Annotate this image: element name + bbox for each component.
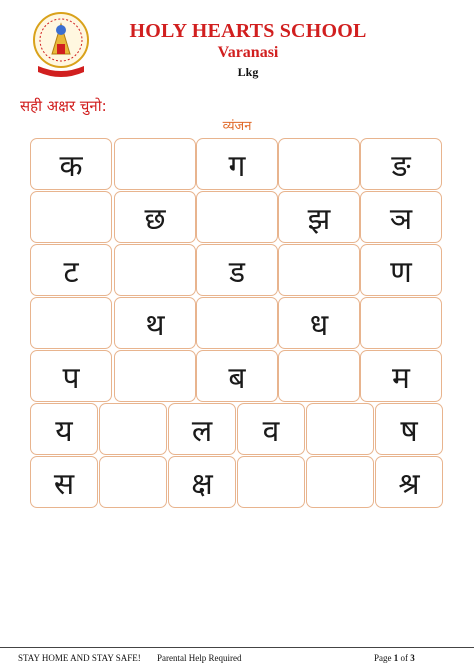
blank-letter-box[interactable] [278, 244, 360, 296]
letter-box: क्ष [168, 456, 236, 508]
letter-row [0, 403, 474, 455]
letter-box: छ [114, 191, 196, 243]
blank-letter-box[interactable] [114, 244, 196, 296]
letter-box: ब [196, 350, 278, 402]
blank-letter-box[interactable] [99, 456, 167, 508]
letter-box: ष [375, 403, 443, 455]
letter-box: ल [168, 403, 236, 455]
letter-box: ञ [360, 191, 442, 243]
class-label: Lkg [237, 65, 259, 79]
letter-box: म [360, 350, 442, 402]
letter-box: स [30, 456, 98, 508]
page-number: Page 1 of 3 [374, 653, 415, 663]
letter-box: व [237, 403, 305, 455]
letter-box: ध [278, 297, 360, 349]
school-city: Varanasi [217, 44, 279, 61]
blank-letter-box[interactable] [306, 456, 374, 508]
blank-letter-box[interactable] [306, 403, 374, 455]
letter-box: ण [360, 244, 442, 296]
blank-letter-box[interactable] [30, 191, 112, 243]
worksheet-instruction: सही अक्षर चुनो: [20, 97, 107, 115]
page-footer [0, 647, 474, 669]
letter-row [0, 456, 474, 508]
blank-letter-box[interactable] [30, 297, 112, 349]
school-name: HOLY HEARTS SCHOOL [129, 20, 367, 42]
letter-row [0, 138, 474, 190]
letter-row [0, 297, 474, 349]
blank-letter-box[interactable] [360, 297, 442, 349]
letter-row [0, 191, 474, 243]
letter-box: य [30, 403, 98, 455]
letter-box: क [30, 138, 112, 190]
blank-letter-box[interactable] [278, 350, 360, 402]
letter-row [0, 244, 474, 296]
footer-note: Parental Help Required [157, 653, 242, 663]
blank-letter-box[interactable] [114, 138, 196, 190]
letter-box: ङ [360, 138, 442, 190]
letter-box: थ [114, 297, 196, 349]
blank-letter-box[interactable] [237, 456, 305, 508]
blank-letter-box[interactable] [196, 191, 278, 243]
blank-letter-box[interactable] [99, 403, 167, 455]
letter-box: ग [196, 138, 278, 190]
letter-row [0, 350, 474, 402]
letter-box: प [30, 350, 112, 402]
blank-letter-box[interactable] [278, 138, 360, 190]
letter-box: श्र [375, 456, 443, 508]
letter-box: ड [196, 244, 278, 296]
blank-letter-box[interactable] [114, 350, 196, 402]
letter-box: ट [30, 244, 112, 296]
letter-box: झ [278, 191, 360, 243]
footer-slogan: STAY HOME AND STAY SAFE! [18, 653, 141, 663]
blank-letter-box[interactable] [196, 297, 278, 349]
worksheet-subtitle: व्यंजन [222, 119, 252, 134]
